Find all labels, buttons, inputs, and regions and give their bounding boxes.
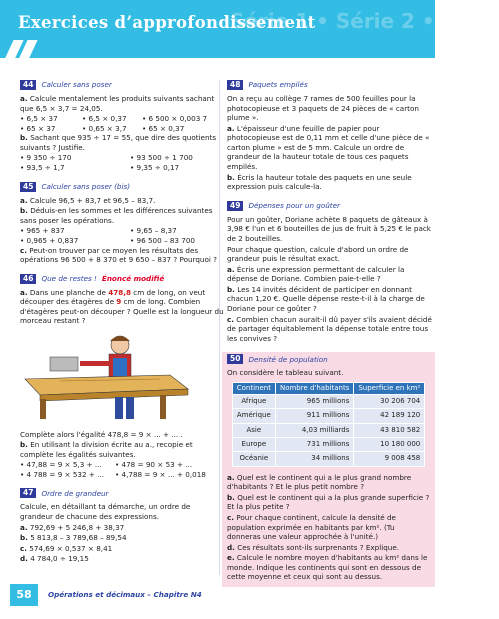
question-b: b. En utilisant la division écrite au a., recopie et complète les égalités suivantes. bbox=[20, 440, 193, 459]
complete-equality: Complète alors l'égalité 478,8 = 9 × ... + ... . bbox=[20, 429, 183, 439]
exercise-number: 45 bbox=[20, 182, 36, 192]
exercise-intro: On a reçu au collège 7 rames de 500 feuilles pour la photocopieuse et 3 paquets de 24 pièces de « carton plume ». bbox=[227, 94, 419, 123]
question-c: c. Combien chacun aurait-il dû payer s'ils avaient décidé de partager équitablement la dépense totale entre tous les convives ? bbox=[227, 314, 432, 343]
question-b: b. Sachant que 935 ÷ 17 = 55, que dire des quotients suivants ? Justifie. bbox=[20, 133, 217, 152]
table-row: Afrique 965 millions 30 206 704 bbox=[232, 395, 425, 409]
carpenter-illustration bbox=[20, 331, 190, 421]
exercise-title: Calculer sans poser bbox=[41, 80, 112, 90]
exercise-intro: On considère le tableau suivant. bbox=[227, 368, 344, 378]
exercise-46 bbox=[20, 274, 225, 480]
question-e: e. Calcule le nombre moyen d'habitants au km² dans le monde. Indique les continents qui sont en dessous de cette moyenne et ceux qui sont au dessus. bbox=[227, 553, 428, 582]
exercise-48 bbox=[227, 80, 432, 192]
left-column bbox=[20, 80, 225, 573]
exercise-title: Paquets empilés bbox=[248, 80, 308, 90]
population-table bbox=[232, 382, 426, 467]
column-header: Superficie en km² bbox=[354, 382, 425, 394]
page-number: 58 bbox=[10, 584, 38, 606]
product-list: • 6,5 × 37 • 6,5 × 0,37 • 6 500 × 0,003 7 • 65 × 37 • 0,65 × 3,7 • 65 × 0,37 bbox=[20, 114, 208, 133]
exercise-title: Dépenses pour un goûter bbox=[248, 200, 340, 210]
question-c: c. Pour chaque continent, calcule la densité de population exprimée en habitants par km². (Tu donneras une valeur approchée à l'unité.) bbox=[227, 512, 396, 542]
question-b: b. Quel est le continent qui a la plus grande superficie ? Et la plus petite ? bbox=[227, 492, 430, 512]
exercise-44 bbox=[20, 80, 225, 173]
table-row: Asie 4,03 milliards 43 810 582 bbox=[232, 423, 425, 437]
exercise-intro: Calcule, en détaillant ta démarche, un ordre de grandeur de chacune des expressions. bbox=[20, 502, 191, 522]
column-header: Continent bbox=[232, 382, 275, 394]
exercise-45 bbox=[20, 182, 225, 265]
table-header-row bbox=[232, 382, 425, 394]
question-d: d. Ces résultats sont-ils surprenants ? Explique. bbox=[227, 542, 400, 552]
exercise-49 bbox=[227, 201, 432, 344]
exercise-number: 48 bbox=[227, 80, 243, 90]
table-row: Europe 731 millions 10 180 000 bbox=[232, 438, 425, 452]
question-b: b. Déduis-en les sommes et les différences suivantes sans poser les opérations. bbox=[20, 206, 213, 225]
operation-list: • 965 + 837 • 9,65 – 8,37 • 0,965 + 0,837 • 96 500 – 83 700 bbox=[20, 226, 195, 245]
question-a: a. Dans une planche de 478,8 cm de long, on veut découper des étagères de 9 cm de long. Combien d'étagères peut-on découper ? Quelle est la longueur du morceau restant ? bbox=[20, 287, 224, 326]
right-column bbox=[227, 80, 432, 596]
exercise-number: 44 bbox=[20, 80, 36, 90]
modified-badge: Énoncé modifié bbox=[101, 273, 165, 283]
page-title: Exercices d’approfondissement bbox=[18, 13, 316, 32]
exercise-50 bbox=[222, 352, 435, 587]
column-header: Nombre d'habitants bbox=[275, 382, 353, 394]
question-c: c. Peut-on trouver par ce moyen les résultats des opérations 96 500 + 8 370 et 9 650 – 837 ? Pourquoi ? bbox=[20, 245, 217, 265]
table-row: Amérique 911 millions 42 189 120 bbox=[232, 409, 425, 423]
exercise-number: 49 bbox=[227, 201, 243, 211]
expression-b: b. 5 813,8 – 3 789,68 – 89,54 bbox=[20, 533, 127, 543]
exercise-number: 47 bbox=[20, 488, 36, 498]
equality-list: • 47,88 = 9 × 5,3 + ... • 478 = 90 × 53 + ... • 4 788 = 9 × 532 + ... • 4,788 = 9 × ... + 0,018 bbox=[20, 460, 206, 479]
page-footer bbox=[0, 584, 435, 606]
question-a: a. L'épaisseur d'une feuille de papier pour photocopieuse est de 0,11 mm et celle d'une pièce de « carton plume » est de 5 mm. Calcule un ordre de grandeur de la hauteur totale de tous ces paquets empilés. bbox=[227, 123, 430, 172]
question-a: a. Écris une expression permettant de calculer la dépense de Doriane. Combien paie-t-elle ? bbox=[227, 264, 405, 284]
expression-d: d. 4 784,0 ÷ 19,15 bbox=[20, 554, 89, 564]
exercise-title: Que de restes ! bbox=[41, 273, 97, 283]
expression-c: c. 574,69 × 0,537 × 8,41 bbox=[20, 543, 113, 553]
exercise-47 bbox=[20, 488, 225, 563]
expression-a: a. 792,69 + 5 246,8 + 38,37 bbox=[20, 522, 125, 532]
question-b: b. Les 14 invités décident de participer en donnant chacun 1,20 €. Quelle dépense reste-t-il à la charge de Doriane pour ce goûter ? bbox=[227, 284, 425, 313]
quotient-list: • 9 350 ÷ 170 • 93 500 ÷ 1 700 • 93,5 ÷ 1,7 • 9,35 ÷ 0,17 bbox=[20, 153, 193, 173]
question-a: a. Calcule 96,5 + 83,7 et 96,5 – 83,7. bbox=[20, 195, 156, 205]
question-b: b. Écris la hauteur totale des paquets en une seule expression puis calcule-la. bbox=[227, 172, 412, 192]
exercise-title: Ordre de grandeur bbox=[41, 488, 109, 498]
exercise-intro-2: Pour chaque question, calcule d'abord un ordre de grandeur puis le résultat exact. bbox=[227, 244, 409, 264]
question-a: a. Calcule mentalement les produits suivants sachant que 6,5 × 3,7 = 24,05. bbox=[20, 94, 215, 113]
exercise-number: 46 bbox=[20, 274, 36, 284]
header-banner bbox=[0, 0, 499, 58]
chapter-label: Opérations et décimaux – Chapitre N4 bbox=[48, 590, 202, 599]
exercise-intro: Pour un goûter, Doriane achète 8 paquets de gâteaux à 3,98 € l'un et 6 bouteilles de jus de fruit à 5,25 € le pack de 2 bouteilles. bbox=[227, 214, 431, 243]
exercise-number: 50 bbox=[227, 354, 243, 364]
question-a: a. Quel est le continent qui a le plus grand nombre d'habitants ? Et le plus petit nombre ? bbox=[227, 472, 412, 492]
exercise-title: Calculer sans poser (bis) bbox=[41, 181, 131, 191]
table-row: Océanie 34 millions 9 008 458 bbox=[232, 452, 425, 466]
exercise-title: Densité de population bbox=[248, 354, 328, 364]
header-ghost-text: Série 1 • Série 2 • Math bbox=[230, 9, 499, 33]
